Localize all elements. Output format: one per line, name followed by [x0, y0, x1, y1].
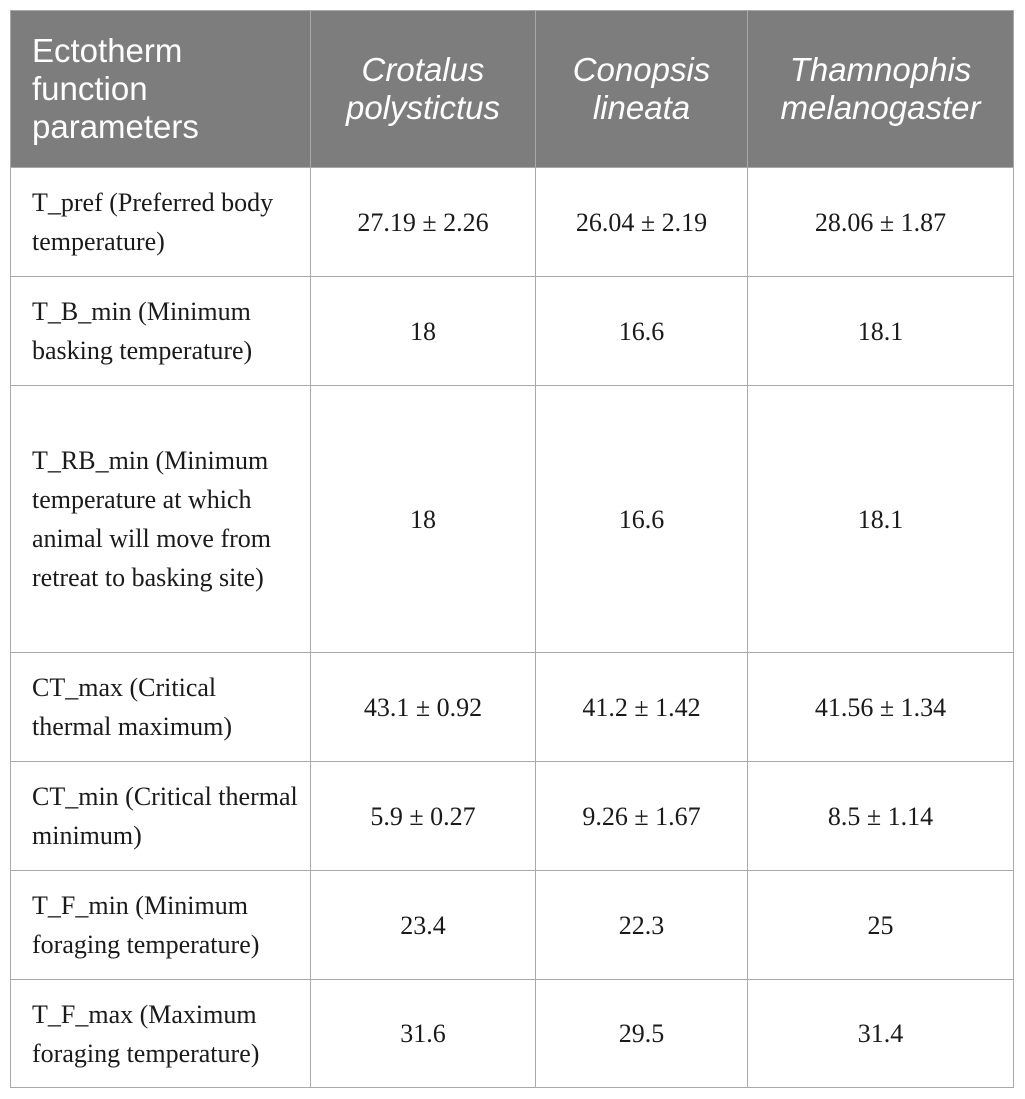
- param-cell: T_B_min (Minimum basking temperature): [11, 277, 311, 386]
- table-row: [11, 277, 1014, 386]
- table-row: [11, 762, 1014, 871]
- value-cell: 18: [311, 386, 536, 653]
- value-cell: 25: [748, 871, 1014, 980]
- table-row: [11, 653, 1014, 762]
- table-header: [11, 11, 1014, 168]
- param-cell: T_F_max (Maximum foraging temperature): [11, 980, 311, 1088]
- value-cell: 16.6: [536, 277, 748, 386]
- param-cell: T_F_min (Minimum foraging temperature): [11, 871, 311, 980]
- value-cell: 23.4: [311, 871, 536, 980]
- header-species-crotalus: Crotalus polystictus: [311, 11, 536, 168]
- value-cell: 5.9 ± 0.27: [311, 762, 536, 871]
- value-cell: 28.06 ± 1.87: [748, 168, 1014, 277]
- table-row: [11, 871, 1014, 980]
- value-cell: 18.1: [748, 386, 1014, 653]
- param-cell: CT_min (Critical thermal minimum): [11, 762, 311, 871]
- header-parameters: Ectotherm function parameters: [11, 11, 311, 168]
- value-cell: 31.4: [748, 980, 1014, 1088]
- param-cell: T_pref (Preferred body temperature): [11, 168, 311, 277]
- value-cell: 41.56 ± 1.34: [748, 653, 1014, 762]
- value-cell: 18.1: [748, 277, 1014, 386]
- value-cell: 16.6: [536, 386, 748, 653]
- value-cell: 31.6: [311, 980, 536, 1088]
- value-cell: 26.04 ± 2.19: [536, 168, 748, 277]
- param-cell: CT_max (Critical thermal maximum): [11, 653, 311, 762]
- ectotherm-parameters-table: [10, 10, 1014, 1088]
- value-cell: 18: [311, 277, 536, 386]
- table-row: [11, 386, 1014, 653]
- table-row: [11, 980, 1014, 1088]
- value-cell: 8.5 ± 1.14: [748, 762, 1014, 871]
- table-row: [11, 168, 1014, 277]
- header-species-conopsis: Conopsis lineata: [536, 11, 748, 168]
- param-cell: T_RB_min (Minimum temperature at which animal will move from retreat to basking site): [11, 386, 311, 653]
- value-cell: 41.2 ± 1.42: [536, 653, 748, 762]
- header-species-thamnophis: Thamnophis melanogaster: [748, 11, 1014, 168]
- value-cell: 27.19 ± 2.26: [311, 168, 536, 277]
- table-body: [11, 168, 1014, 1088]
- value-cell: 9.26 ± 1.67: [536, 762, 748, 871]
- value-cell: 43.1 ± 0.92: [311, 653, 536, 762]
- value-cell: 22.3: [536, 871, 748, 980]
- value-cell: 29.5: [536, 980, 748, 1088]
- header-row: [11, 11, 1014, 168]
